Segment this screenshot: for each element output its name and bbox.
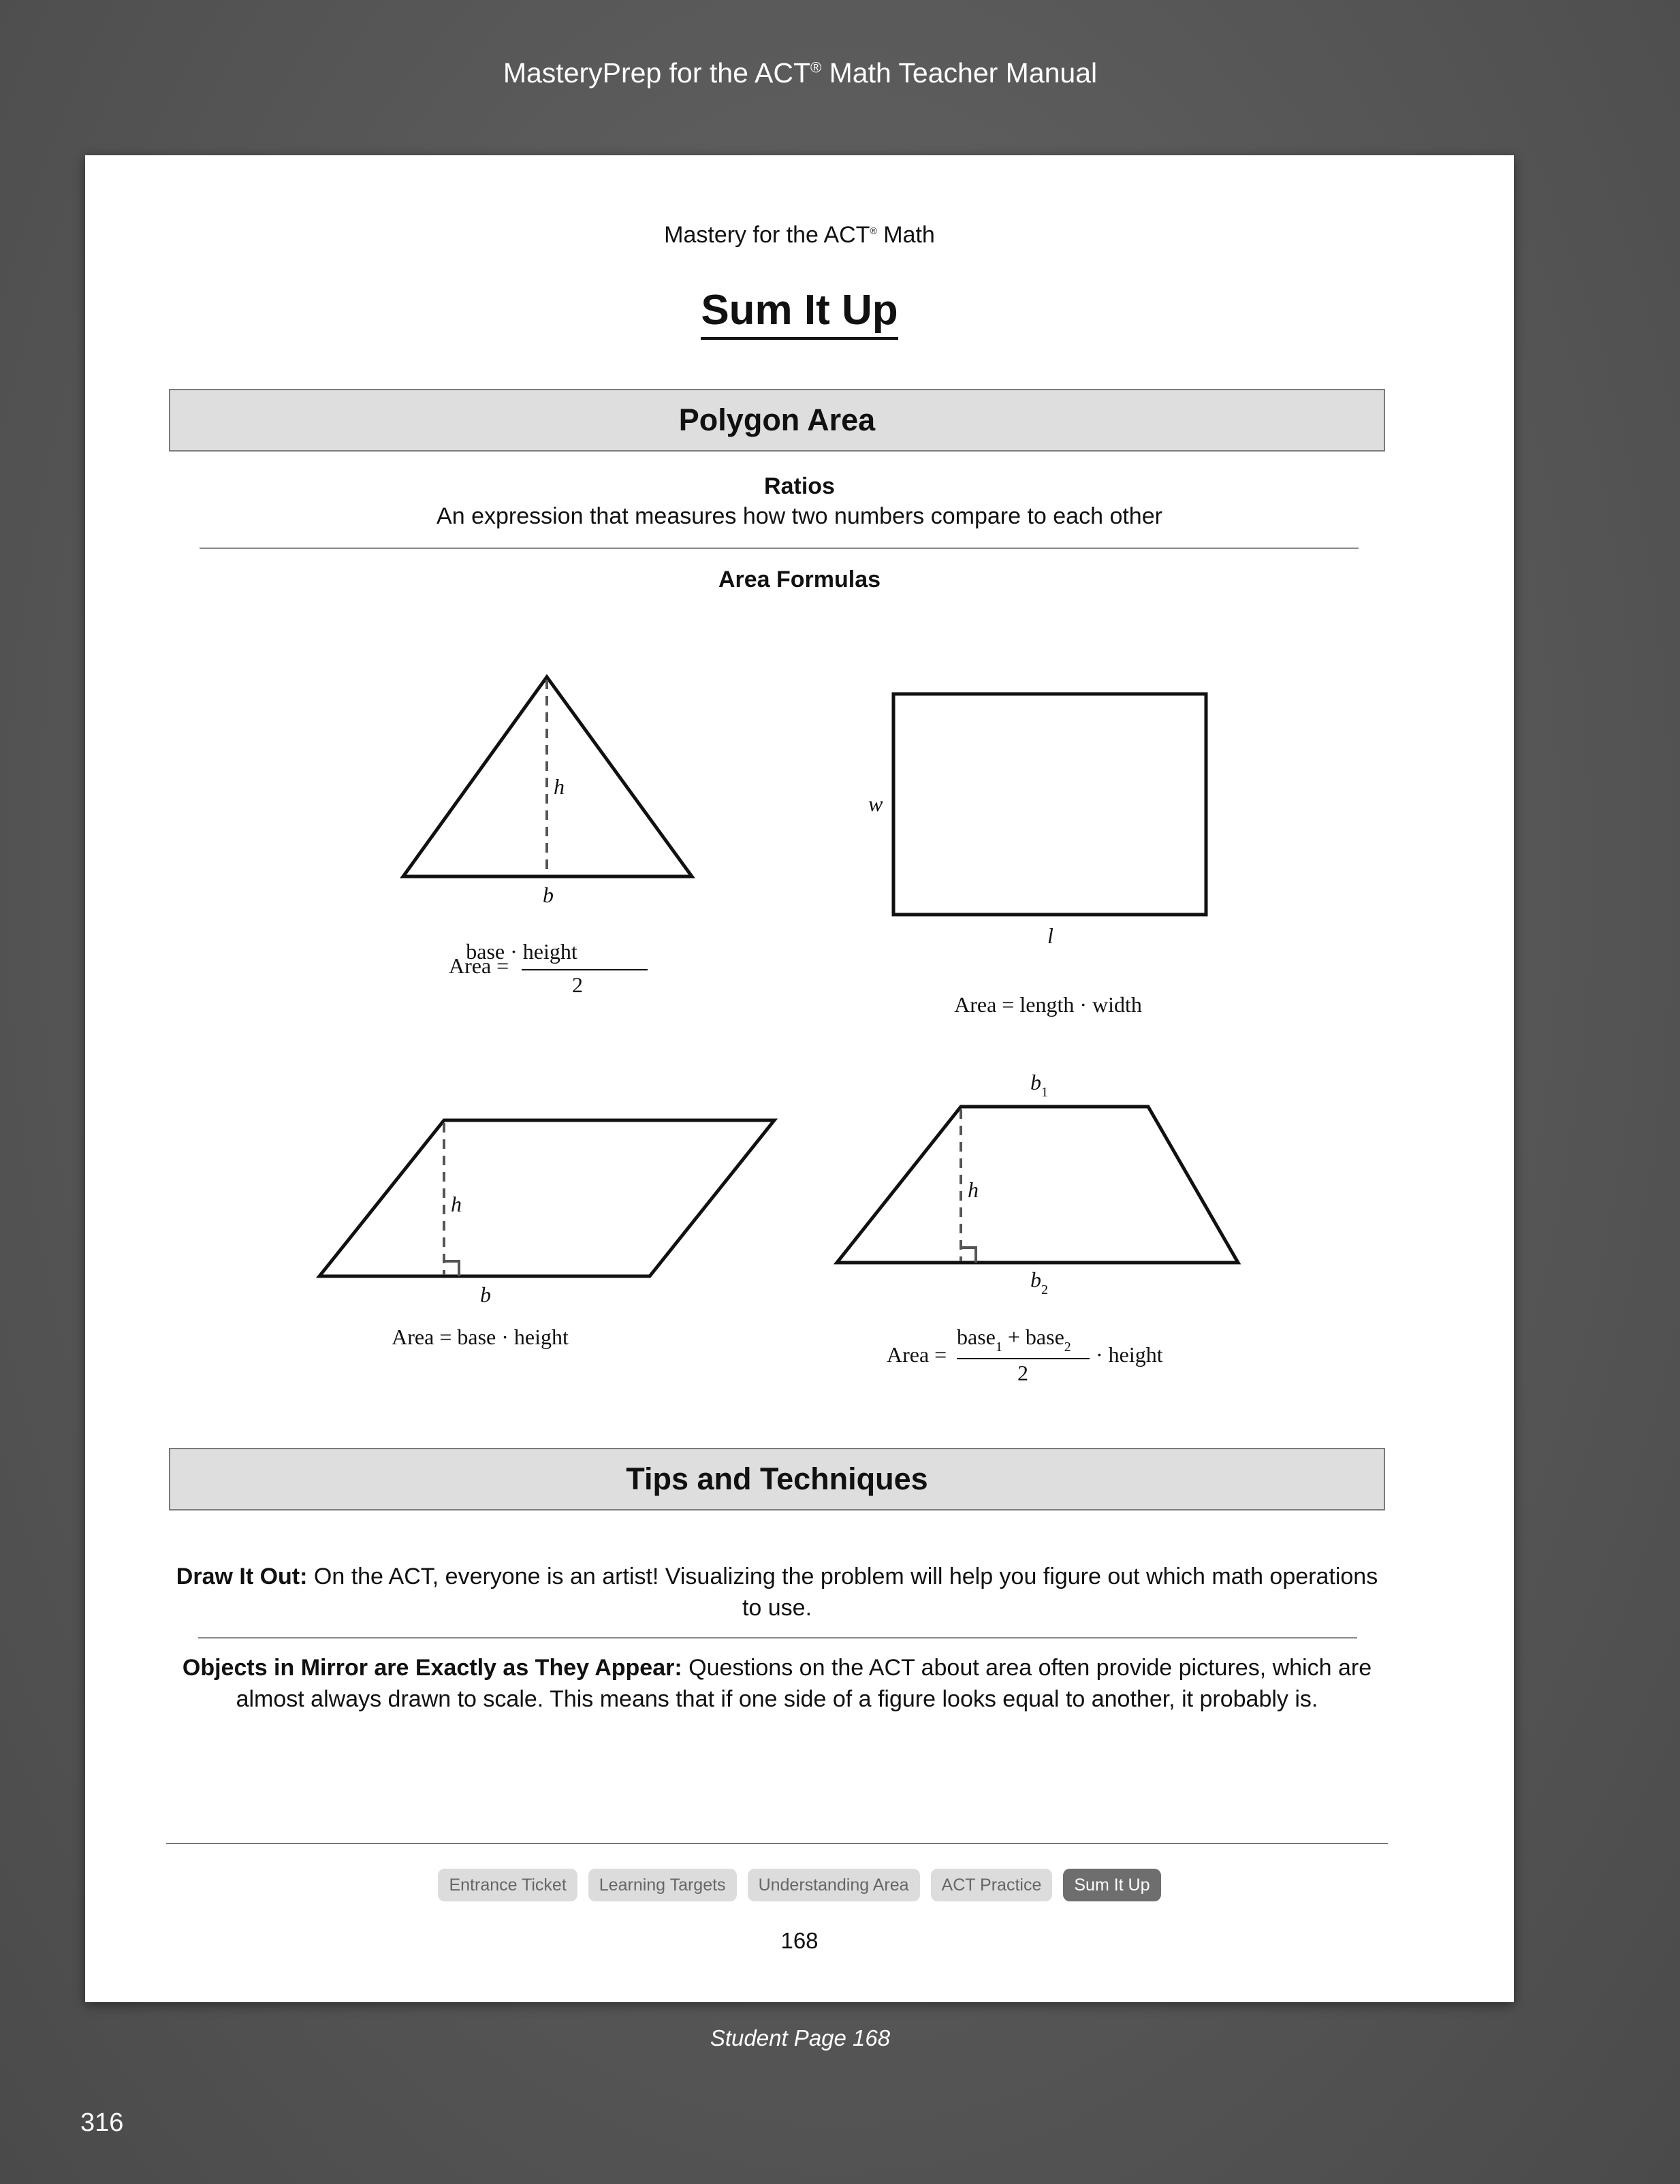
tip-objects-in-mirror: Objects in Mirror are Exactly as They Appear: Questions on the ACT about area often provide pictures, which are almost always drawn to scale. This means that if one side of a figure looks equal to another, it probably is. xyxy=(182,1655,1372,1712)
triangle-numerator: base · height xyxy=(466,939,577,964)
ratios-term: Ratios xyxy=(764,473,835,499)
triangle-denominator: 2 xyxy=(572,972,583,997)
section-nav xyxy=(85,1869,1514,1901)
student-page-number: 168 xyxy=(780,1928,819,1953)
triangle-base-label: b xyxy=(543,883,554,907)
rectangle-formula: Area = length · width xyxy=(954,992,1142,1017)
rectangle-diagram xyxy=(868,694,1206,1017)
parallelogram-diagram xyxy=(319,1120,774,1349)
trapezoid-formula-lhs: Area = xyxy=(887,1342,947,1367)
rectangle-length-label: l xyxy=(1047,923,1053,948)
trapezoid-formula-rhs: · height xyxy=(1096,1342,1163,1367)
tips-and-techniques-heading: Tips and Techniques xyxy=(169,1448,1385,1510)
triangle-formula-lhs: Area = xyxy=(449,953,509,978)
nav-entrance-ticket[interactable]: Entrance Ticket xyxy=(438,1869,577,1901)
nav-learning-targets[interactable]: Learning Targets xyxy=(588,1869,737,1901)
manual-title: MasteryPrep for the ACT® Math Teacher Manual xyxy=(503,57,1098,89)
trapezoid-numerator: base$_1$ + base$_2$ xyxy=(957,1325,1071,1355)
trapezoid-bottom-label: $b_2$ xyxy=(1030,1267,1048,1297)
rectangle-width-label: w xyxy=(868,791,883,816)
nav-sum-it-up[interactable]: Sum It Up xyxy=(1063,1869,1160,1901)
parallelogram-base-label: b xyxy=(480,1282,491,1307)
trapezoid-diagram xyxy=(837,1070,1238,1385)
parallelogram-formula: Area = base · height xyxy=(392,1325,569,1349)
triangle-height-label: h xyxy=(554,774,565,799)
footer-divider xyxy=(166,1843,1388,1844)
polygon-area-heading: Polygon Area xyxy=(169,389,1385,452)
student-page-caption: Student Page 168 xyxy=(710,2025,891,2051)
triangle-diagram xyxy=(403,677,692,997)
nav-act-practice[interactable]: ACT Practice xyxy=(931,1869,1053,1901)
tip-draw-it-out: Draw It Out: On the ACT, everyone is an artist! Visualizing the problem will help you figure out which math operations to use. xyxy=(176,1564,1378,1621)
student-page-sheet xyxy=(85,155,1514,2002)
manual-page-number: 316 xyxy=(80,2108,124,2137)
trapezoid-denominator: 2 xyxy=(1017,1361,1028,1385)
divider xyxy=(198,1637,1357,1639)
course-name: Mastery for the ACT® Math xyxy=(664,222,935,248)
ratios-definition: An expression that measures how two numbers compare to each other xyxy=(437,503,1162,529)
trapezoid-height-label: h xyxy=(968,1177,979,1202)
trapezoid-top-label: $b_1$ xyxy=(1030,1070,1048,1100)
parallelogram-height-label: h xyxy=(451,1192,462,1216)
area-formulas-heading: Area Formulas xyxy=(718,567,881,592)
nav-understanding-area[interactable]: Understanding Area xyxy=(748,1869,920,1901)
area-formula-diagrams xyxy=(85,155,1514,1463)
page-title: Sum It Up xyxy=(85,286,1514,340)
